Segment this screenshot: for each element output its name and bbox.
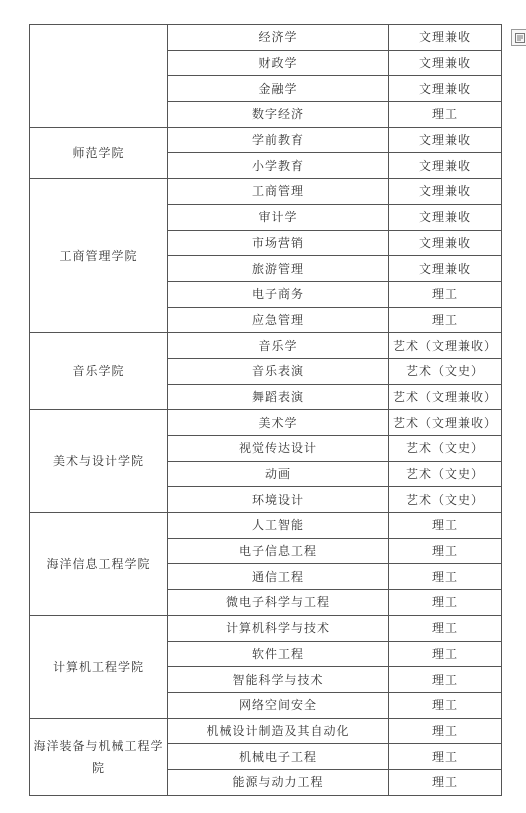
admission-category-cell: 理工	[389, 744, 502, 770]
admission-category-cell: 理工	[389, 692, 502, 718]
admission-category-cell: 文理兼收	[389, 256, 502, 282]
admission-category-cell: 理工	[389, 564, 502, 590]
college-name-cell: 海洋信息工程学院	[30, 513, 168, 616]
admission-category-cell: 艺术（文史）	[389, 461, 502, 487]
admission-category-cell: 理工	[389, 641, 502, 667]
major-name-cell: 智能科学与技术	[168, 667, 389, 693]
admission-category-cell: 文理兼收	[389, 25, 502, 51]
major-name-cell: 动画	[168, 461, 389, 487]
major-name-cell: 电子商务	[168, 281, 389, 307]
major-name-cell: 经济学	[168, 25, 389, 51]
major-name-cell: 能源与动力工程	[168, 769, 389, 795]
college-name-cell: 师范学院	[30, 127, 168, 178]
major-name-cell: 工商管理	[168, 179, 389, 205]
admission-category-cell: 艺术（文史）	[389, 358, 502, 384]
major-name-cell: 数字经济	[168, 102, 389, 128]
admission-category-cell: 艺术（文理兼收）	[389, 333, 502, 359]
admission-category-cell: 艺术（文史）	[389, 436, 502, 462]
major-name-cell: 网络空间安全	[168, 692, 389, 718]
admission-category-cell: 艺术（文理兼收）	[389, 384, 502, 410]
major-name-cell: 学前教育	[168, 127, 389, 153]
college-name-cell: 计算机工程学院	[30, 615, 168, 718]
admission-category-cell: 艺术（文史）	[389, 487, 502, 513]
admission-category-cell: 艺术（文理兼收）	[389, 410, 502, 436]
table-row	[30, 615, 502, 641]
major-name-cell: 音乐表演	[168, 358, 389, 384]
admission-category-cell: 理工	[389, 538, 502, 564]
admission-category-cell: 文理兼收	[389, 230, 502, 256]
college-name-cell: 工商管理学院	[30, 179, 168, 333]
admission-category-cell: 理工	[389, 102, 502, 128]
major-name-cell: 应急管理	[168, 307, 389, 333]
admission-category-cell: 理工	[389, 513, 502, 539]
admission-category-cell: 理工	[389, 307, 502, 333]
admission-category-cell: 文理兼收	[389, 127, 502, 153]
major-name-cell: 旅游管理	[168, 256, 389, 282]
major-name-cell: 财政学	[168, 50, 389, 76]
major-name-cell: 市场营销	[168, 230, 389, 256]
major-name-cell: 环境设计	[168, 487, 389, 513]
admission-category-cell: 理工	[389, 281, 502, 307]
major-name-cell: 小学教育	[168, 153, 389, 179]
admission-category-cell: 文理兼收	[389, 50, 502, 76]
table-row	[30, 25, 502, 51]
table-row	[30, 718, 502, 744]
image-icon[interactable]	[511, 29, 526, 46]
admission-category-cell: 理工	[389, 667, 502, 693]
admission-category-cell: 文理兼收	[389, 204, 502, 230]
major-name-cell: 通信工程	[168, 564, 389, 590]
admission-category-cell: 理工	[389, 769, 502, 795]
college-name-cell	[30, 25, 168, 128]
admission-category-cell: 文理兼收	[389, 76, 502, 102]
major-name-cell: 美术学	[168, 410, 389, 436]
majors-table-body	[30, 25, 502, 796]
table-row	[30, 410, 502, 436]
major-name-cell: 审计学	[168, 204, 389, 230]
table-row	[30, 513, 502, 539]
major-name-cell: 视觉传达设计	[168, 436, 389, 462]
major-name-cell: 软件工程	[168, 641, 389, 667]
major-name-cell: 微电子科学与工程	[168, 590, 389, 616]
major-name-cell: 音乐学	[168, 333, 389, 359]
admission-category-cell: 文理兼收	[389, 153, 502, 179]
college-name-cell: 音乐学院	[30, 333, 168, 410]
major-name-cell: 电子信息工程	[168, 538, 389, 564]
major-name-cell: 金融学	[168, 76, 389, 102]
table-row	[30, 179, 502, 205]
admission-category-cell: 文理兼收	[389, 179, 502, 205]
major-name-cell: 计算机科学与技术	[168, 615, 389, 641]
admission-category-cell: 理工	[389, 718, 502, 744]
admission-category-cell: 理工	[389, 615, 502, 641]
majors-table	[29, 24, 502, 796]
major-name-cell: 人工智能	[168, 513, 389, 539]
image-icon-glyph	[515, 33, 525, 43]
major-name-cell: 机械电子工程	[168, 744, 389, 770]
college-name-cell: 海洋装备与机械工程学院	[30, 718, 168, 795]
major-name-cell: 机械设计制造及其自动化	[168, 718, 389, 744]
table-row	[30, 333, 502, 359]
college-name-cell: 美术与设计学院	[30, 410, 168, 513]
major-name-cell: 舞蹈表演	[168, 384, 389, 410]
table-row	[30, 127, 502, 153]
admission-category-cell: 理工	[389, 590, 502, 616]
